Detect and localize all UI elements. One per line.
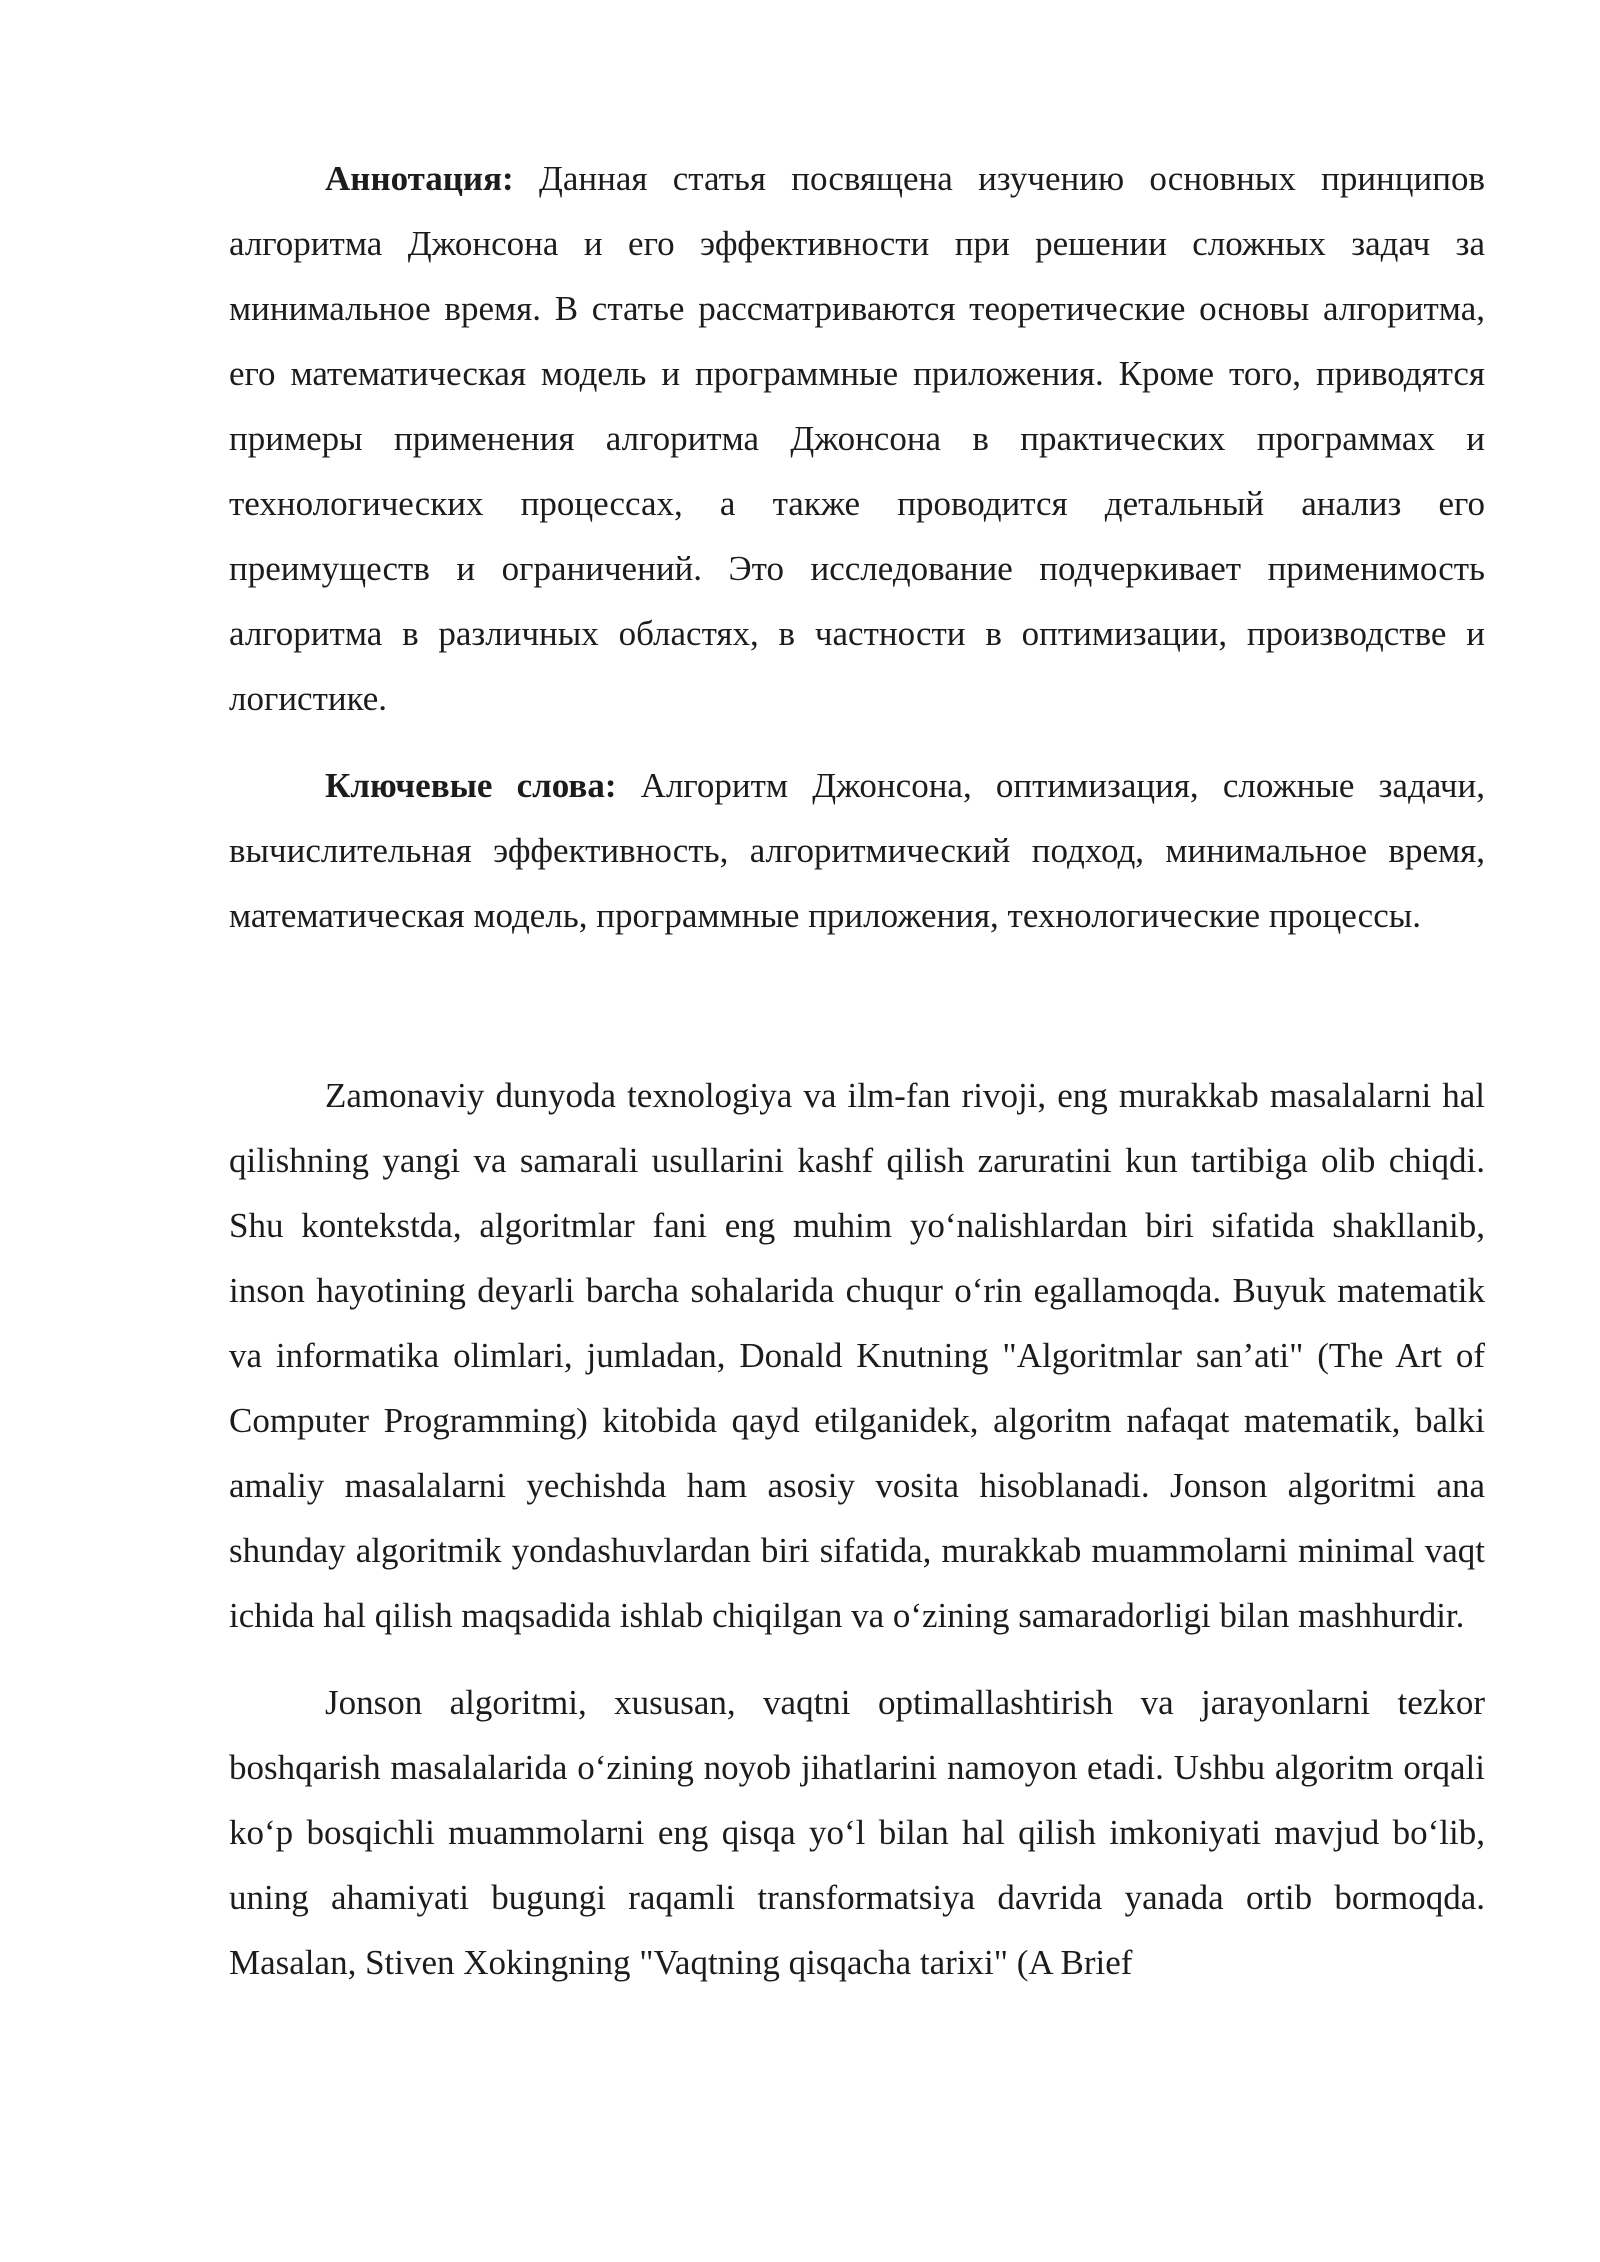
body-paragraph-2: Jonson algoritmi, xususan, vaqtni optimallashtirish va jarayonlarni tezkor boshqarish masalalarida oʻzining noyob jihatlarini namoyon etadi. Ushbu algoritm orqali koʻp bosqichli muammolarni eng qisqa yoʻl bilan hal qilish imkoniyati mavjud boʻlib, uning ahamiyati bugungi raqamli transformatsiya davrida yanada ortib bormoqda. Masalan, Stiven Xokingning "Vaqtning qisqacha tarixi" (A Brief bbox=[229, 1683, 1485, 1982]
abstract-text: Данная статья посвящена изучению основных принципов алгоритма Джонсона и его эффективности при решении сложных задач за минимальное время. В статье рассматриваются теоретические основы алгоритма, его математическая модель и программные приложения. Кроме того, приводятся примеры применения алгоритма Джонсона в практических программах и технологических процессах, а также проводится детальный анализ его преимуществ и ограничений. Это исследование подчеркивает применимость алгоритма в различных областях, в частности в оптимизации, производстве и логистике. bbox=[229, 159, 1485, 718]
paragraph-gap bbox=[229, 1648, 1485, 1670]
paragraph-gap bbox=[229, 731, 1485, 753]
keywords-paragraph bbox=[229, 753, 1485, 948]
body-paragraph-1: Zamonaviy dunyoda texnologiya va ilm-fan rivoji, eng murakkab masalalarni hal qilishning yangi va samarali usullarini kashf qilish zaruratini kun tartibiga olib chiqdi. Shu kontekstda, algoritmlar fani eng muhim yoʻnalishlardan biri sifatida shakllanib, inson hayotining deyarli barcha sohalarida chuqur oʻrin egallamoqda. Buyuk matematik va informatika olimlari, jumladan, Donald Knutning "Algoritmlar san’ati" (The Art of Computer Programming) kitobida qayd etilganidek, algoritm nafaqat matematik, balki amaliy masalalarni yechishda ham asosiy vosita hisoblanadi. Jonson algoritmi ana shunday algoritmik yondashuvlardan biri sifatida, murakkab muammolarni minimal vaqt ichida hal qilish maqsadida ishlab chiqilgan va oʻzining samaradorligi bilan mashhurdir. bbox=[229, 1076, 1485, 1635]
abstract-paragraph bbox=[229, 146, 1485, 731]
abstract-label: Аннотация: bbox=[325, 159, 514, 198]
text-column bbox=[229, 146, 1485, 1995]
keywords-text: Алгоритм Джонсона, оптимизация, сложные задачи, вычислительная эффективность, алгоритмический подход, минимальное время, математическая модель, программные приложения, технологические процессы. bbox=[229, 766, 1485, 935]
keywords-label: Ключевые слова: bbox=[325, 766, 617, 805]
section-gap bbox=[229, 948, 1485, 1063]
